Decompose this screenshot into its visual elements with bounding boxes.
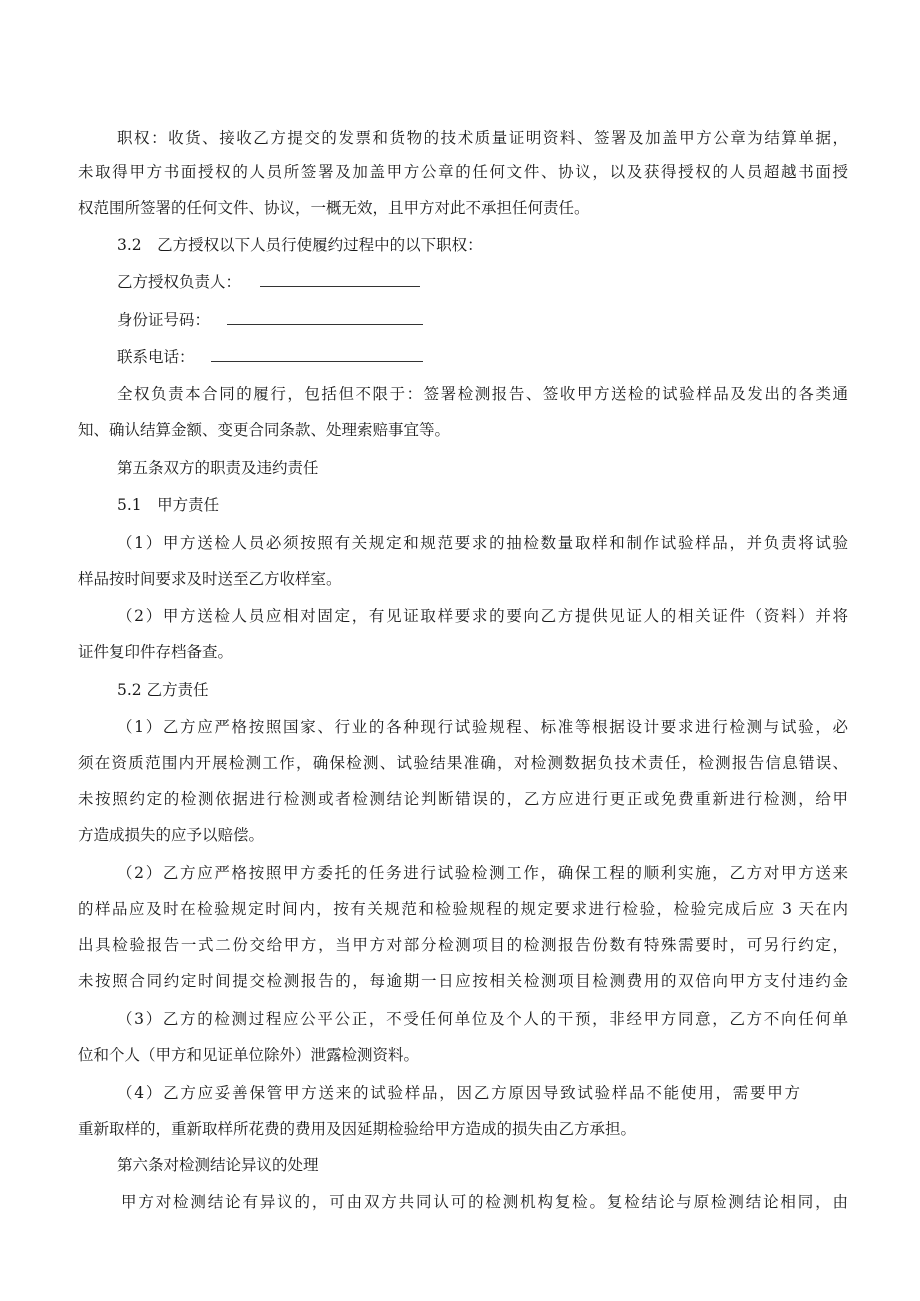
paragraph-line: （2）甲方送检人员应相对固定，有见证取样要求的要向乙方提供见证人的相关证件（资料）并将 [117, 607, 848, 625]
field-label: 乙方授权负责人： [117, 273, 242, 291]
field-label: 身份证号码： [117, 311, 211, 329]
paragraph-line: 须在资质范围内开展检测工作，确保检测、试验结果准确，对检测数据负技术责任，检测报告信息错误、 [78, 754, 848, 772]
paragraph-line: 出具检验报告一式二份交给甲方，当甲方对部分检测项目的检测报告份数有特殊需要时，可另行约定， [78, 936, 848, 954]
paragraph-line: （2）乙方应严格按照甲方委托的任务进行试验检测工作，确保工程的顺利实施，乙方对甲方送来 [117, 864, 848, 882]
paragraph-line: （1）甲方送检人员必须按照有关规定和规范要求的抽检数量取样和制作试验样品，并负责将试验 [117, 534, 848, 552]
paragraph-line: 样品按时间要求及时送至乙方收样室。 [78, 570, 342, 588]
blank-line [260, 272, 420, 287]
article-heading: 第五条双方的职责及违约责任 [117, 459, 319, 477]
paragraph-line: （3）乙方的检测过程应公平公正，不受任何单位及个人的干预，非经甲方同意，乙方不向任何单 [117, 1010, 848, 1028]
section-heading: 5.2 乙方责任 [117, 681, 209, 699]
paragraph-line: （4）乙方应妥善保管甲方送来的试验样品，因乙方原因导致试验样品不能使用，需要甲方 [117, 1084, 800, 1102]
paragraph-line: 权范围所签署的任何文件、协议，一概无效，且甲方对此不承担任何责任。 [78, 199, 590, 217]
section-heading: 3.2 乙方授权以下人员行使履约过程中的以下职权： [117, 236, 483, 254]
phone-field [117, 347, 423, 367]
paragraph-line: 位和个人（甲方和见证单位除外）泄露检测资料。 [78, 1046, 420, 1064]
field-label: 联系电话： [117, 348, 195, 366]
article-heading: 第六条对检测结论异议的处理 [117, 1156, 319, 1174]
paragraph-line: 证件复印件存档备查。 [78, 643, 234, 661]
paragraph-line: 知、确认结算金额、变更合同条款、处理索赔事宜等。 [78, 421, 451, 439]
paragraph-line: 未取得甲方书面授权的人员所签署及加盖甲方公章的任何文件、协议，以及获得授权的人员超越书面授 [78, 163, 848, 181]
paragraph-line: 全权负责本合同的履行，包括但不限于：签署检测报告、签收甲方送检的试验样品及发出的各类通 [117, 385, 848, 403]
paragraph-line: 甲方对检测结论有异议的，可由双方共同认可的检测机构复检。复检结论与原检测结论相同，由 [121, 1193, 848, 1211]
responsible-person-field [117, 272, 420, 292]
paragraph-line: 方造成损失的应予以赔偿。 [78, 826, 265, 844]
paragraph-line: 职权：收货、接收乙方提交的发票和货物的技术质量证明资料、签署及加盖甲方公章为结算单据， [117, 129, 848, 147]
paragraph-line: 重新取样的，重新取样所花费的费用及因延期检验给甲方造成的损失由乙方承担。 [78, 1120, 637, 1138]
id-number-field [117, 310, 423, 330]
paragraph-line: 的样品应及时在检验规定时间内，按有关规范和检验规程的规定要求进行检验，检验完成后应 3 天在内 [78, 900, 848, 918]
paragraph-line: 未按照合同约定时间提交检测报告的，每逾期一日应按相关检测项目检测费用的双倍向甲方支付违约金 [78, 972, 848, 990]
section-heading: 5.1 甲方责任 [117, 496, 220, 514]
paragraph-line: （1）乙方应严格按照国家、行业的各种现行试验规程、标准等根据设计要求进行检测与试验，必 [117, 718, 848, 736]
blank-line [211, 347, 423, 362]
blank-line [227, 310, 423, 325]
paragraph-line: 未按照约定的检测依据进行检测或者检测结论判断错误的，乙方应进行更正或免费重新进行检测，给甲 [78, 790, 848, 808]
